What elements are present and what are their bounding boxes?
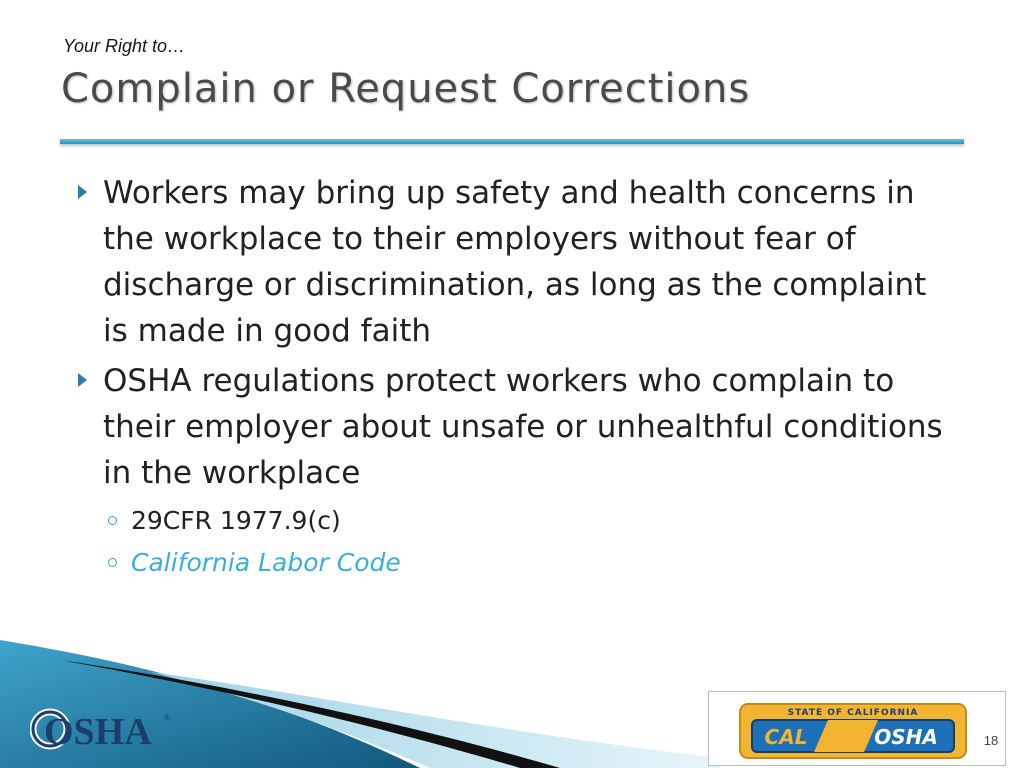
slide-pretitle: Your Right to… <box>63 36 186 56</box>
sub-bullet-item <box>78 500 958 542</box>
calosha-logo <box>738 702 968 760</box>
bullet-arrow-icon <box>78 373 87 387</box>
california-labor-code-link[interactable]: California Labor Code <box>131 548 401 577</box>
calosha-cal-text: CAL <box>764 725 808 749</box>
bullet-text: Workers may bring up safety and health concerns in the workplace to their employers without fear of discharge or discrimination, as long as the complaint is made in good faith <box>103 175 927 349</box>
calosha-state-text: STATE OF CALIFORNIA <box>787 708 919 718</box>
bullet-item <box>78 170 958 354</box>
bullet-item <box>78 358 958 496</box>
title-underline <box>60 139 964 144</box>
slide-number: 18 <box>983 733 999 748</box>
osha-logo <box>30 706 180 752</box>
sub-bullet-ring-icon <box>108 516 117 525</box>
sub-bullet-item[interactable] <box>78 542 958 584</box>
osha-registered-mark: ® <box>164 713 170 722</box>
sub-bullet-text: 29CFR 1977.9(c) <box>131 506 341 535</box>
bullet-list <box>78 170 958 584</box>
sub-bullet-ring-icon <box>108 558 117 567</box>
calosha-osha-text: OSHA <box>874 725 938 749</box>
slide-title: Complain or Request Corrections <box>61 66 751 112</box>
osha-logo-text: OSHA <box>44 711 152 752</box>
bullet-text: OSHA regulations protect workers who complain to their employer about unsafe or unhealthful conditions in the workplace <box>103 363 943 491</box>
bullet-arrow-icon <box>78 185 87 199</box>
